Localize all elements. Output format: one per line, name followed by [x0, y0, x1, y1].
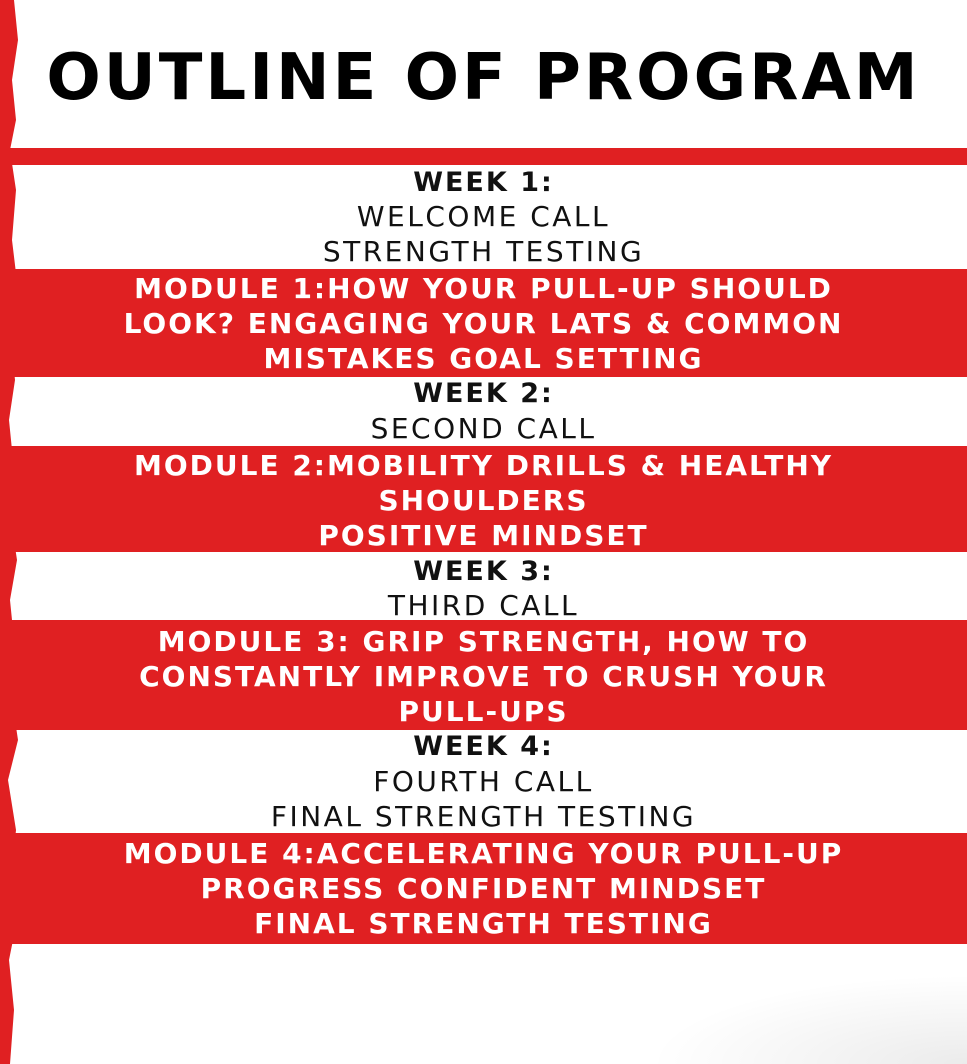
module-4-line-3: FINAL STRENGTH TESTING [254, 907, 713, 940]
module-4-line-2: PROGRESS CONFIDENT MINDSET [200, 872, 767, 905]
week-1-line-1: WELCOME CALL [356, 200, 611, 233]
module-1-line-3: MISTAKES GOAL SETTING [263, 342, 704, 375]
module-2-line-1: MODULE 2:MOBILITY DRILLS & HEALTHY [133, 449, 834, 482]
torn-red-edge [0, 0, 22, 1064]
week-1-line-2: STRENGTH TESTING [322, 235, 645, 268]
week-2-line-1: SECOND CALL [370, 412, 597, 445]
week-4-line-2: FINAL STRENGTH TESTING [270, 800, 697, 833]
module-1-line-2: LOOK? ENGAGING YOUR LATS & COMMON [123, 307, 844, 340]
week-4-label: WEEK 4: [413, 731, 554, 762]
week-1-label: WEEK 1: [413, 167, 554, 198]
module-3-line-3: PULL-UPS [398, 695, 569, 728]
week-3-label: WEEK 3: [413, 556, 554, 587]
week-3-line-1: THIRD CALL [387, 589, 580, 622]
module-3-line-1: MODULE 3: GRIP STRENGTH, HOW TO [157, 625, 810, 658]
module-4-line-1: MODULE 4:ACCELERATING YOUR PULL-UP [123, 837, 844, 870]
page-title: OUTLINE OF PROGRAM [46, 41, 921, 115]
title-divider-stripe [0, 148, 967, 165]
module-3-line-2: CONSTANTLY IMPROVE TO CRUSH YOUR [139, 660, 828, 693]
module-2-line-2: SHOULDERS [378, 484, 589, 517]
week-4-line-1: FOURTH CALL [373, 765, 594, 798]
page-corner-shadow [647, 974, 967, 1064]
module-1-line-1: MODULE 1:HOW YOUR PULL-UP SHOULD [134, 272, 833, 305]
module-2-line-3: POSITIVE MINDSET [318, 519, 649, 552]
week-2-label: WEEK 2: [413, 378, 554, 409]
